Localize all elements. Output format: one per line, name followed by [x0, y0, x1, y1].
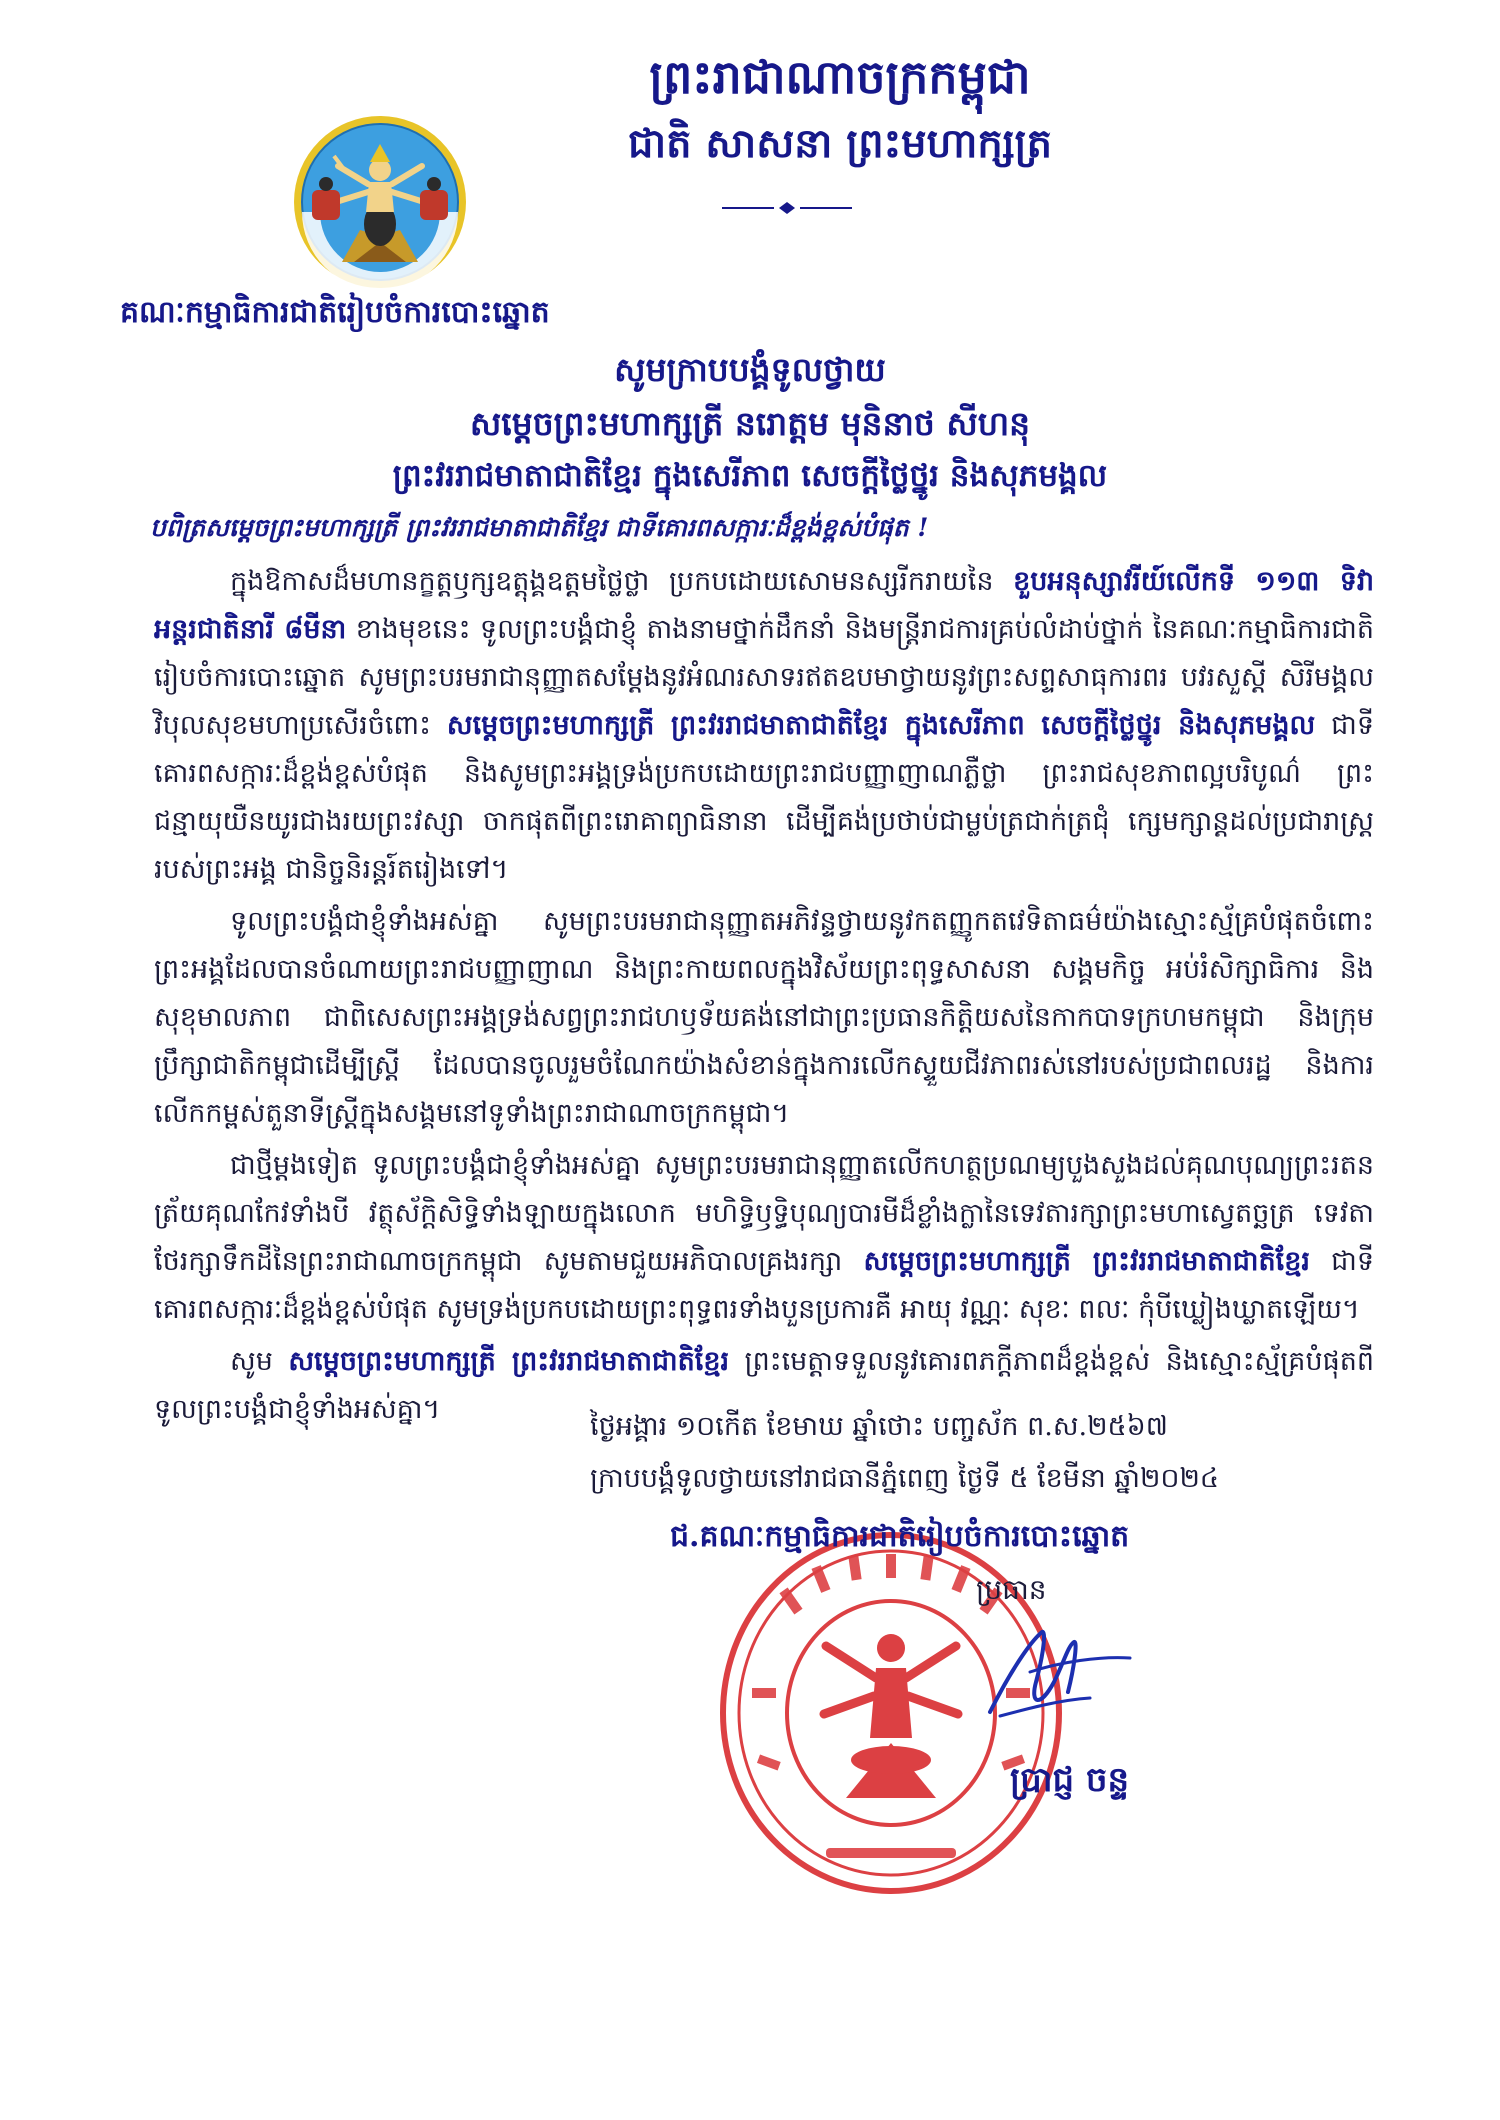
national-motto: ជាតិ សាសនា ព្រះមហាក្សត្រ	[628, 120, 1052, 167]
salutation-line-3: ព្រះវររាជមាតាជាតិខ្មែរ ក្នុងសេរីភាព សេចក្តីថ្លៃថ្នូរ និងសុភមង្គល	[392, 458, 1108, 494]
salutation-epithet: បពិត្រសម្តេចព្រះមហាក្សត្រី ព្រះវររាជមាតាជាតិខ្មែរ ជាទីគោរពសក្ការៈដ៏ខ្ពង់ខ្ពស់បំផុត !	[150, 513, 929, 542]
p1-queen-title-bold: សម្តេចព្រះមហាក្សត្រី ព្រះវររាជមាតាជាតិខ្មែរ ក្នុងសេរីភាព សេចក្តីថ្លៃថ្នូរ និងសុភមង្គល	[446, 710, 1316, 741]
handwritten-signature	[970, 1612, 1140, 1732]
p1-text-e: ជាទីគោរពសក្ការៈដ៏ខ្ពង់ខ្ពស់បំផុត និងសូមព្រះអង្គទ្រង់ប្រកបដោយព្រះរាជបញ្ញាញាណភ្លឺថ្លា ព្រះរាជសុខភាពល្អបរិបូណ៌ ព្រះជន្មាយុយឺនយូរជាងរយព្រះវស្សា ចាកផុតពីព្រះរោគាព្យាធិនានា ដើម្បីគង់ប្រថាប់ជាម្លប់ត្រជាក់ត្រជុំ ក្សេមក្សាន្តដល់ប្រជារាស្ត្ររបស់ព្រះអង្គ ជានិច្ចនិរន្តរ៍តរៀងទៅ។	[154, 710, 1375, 885]
p4-text-a: សូម	[230, 1346, 289, 1377]
body-paragraph-3	[154, 1142, 1374, 1334]
p1-anniversary-bold: ខួបអនុស្សាវរីយ៍លើកទី ១១៣ ទិវាអន្តរជាតិនារី ៨មីនា	[154, 566, 1374, 645]
header-ornament-divider	[722, 200, 852, 216]
lunar-date-line: ថ្ងៃអង្គារ ១០កើត ខែមាឃ ឆ្នាំថោះ បញ្ចស័ក ព.ស.២៥៦៧	[590, 1411, 1168, 1442]
sender-organization: គណៈកម្មាធិការជាតិរៀបចំការបោះឆ្នោត	[120, 295, 550, 330]
p4-queen-title-bold: សម្តេចព្រះមហាក្សត្រី ព្រះវររាជមាតាជាតិខ្មែរ	[288, 1346, 730, 1377]
p4-text-c: ព្រះមេត្តាទទួលនូវគោរពភក្តីភាពដ៏ខ្ពង់ខ្ពស់ និងស្មោះស្ម័គ្របំផុតពីទូលព្រះបង្គំជាខ្ញុំទាំងអស់គ្នា។	[154, 1346, 1374, 1425]
signer-role: ប្រធាន	[976, 1573, 1047, 1606]
body-paragraph-2: ទូលព្រះបង្គំជាខ្ញុំទាំងអស់គ្នា សូមព្រះបរមរាជានុញ្ញាតអភិវន្ទថ្វាយនូវកតញ្ញូកតវេទិតាធម៌យ៉ាងស្មោះស្ម័គ្របំផុតចំពោះព្រះអង្គដែលបានចំណាយព្រះរាជបញ្ញាញាណ និងព្រះកាយពលក្នុងវិស័យព្រះពុទ្ធសាសនា សង្គមកិច្ច អប់រំសិក្សាធិការ និងសុខុមាលភាព ជាពិសេសព្រះអង្គទ្រង់សព្វព្រះរាជហឫទ័យគង់នៅជាព្រះប្រធានកិត្តិយសនៃកាកបាទក្រហមកម្ពុជា និងក្រុមប្រឹក្សាជាតិកម្ពុជាដើម្បីស្ត្រី ដែលបានចូលរួមចំណែកយ៉ាងសំខាន់ក្នុងការលើកស្ទួយជីវភាពរស់នៅរបស់ប្រជាពលរដ្ឋ និងការលើកកម្ពស់តួនាទីស្ត្រីក្នុងសង្គមនៅទូទាំងព្រះរាជាណាចក្រកម្ពុជា។	[154, 906, 1374, 1129]
p3-text-c: ជាទីគោរពសក្ការៈដ៏ខ្ពង់ខ្ពស់បំផុត សូមទ្រង់ប្រកបដោយព្រះពុទ្ធពរទាំងបួនប្រការគឺ អាយុ វណ្ណៈ សុខៈ ពលៈ កុំបីឃ្លៀងឃ្លាតឡើយ។	[154, 1246, 1374, 1325]
body-paragraph-1	[154, 558, 1374, 894]
solar-date-line: ក្រាបបង្គំទូលថ្វាយនៅរាជធានីភ្នំពេញ ថ្ងៃទី ៥ ខែមីនា ឆ្នាំ២០២៤	[590, 1463, 1220, 1494]
p1-text-a: ក្នុងឱកាសដ៏មហានក្ខត្តឫក្សឧត្តុង្គឧត្តមថ្លៃថ្លា ប្រកបដោយសោមនស្សរីករាយនៃ	[230, 566, 1014, 597]
salutation-line-2: សម្តេចព្រះមហាក្សត្រី នរោត្តម មុនិនាថ សីហនុ	[469, 404, 1031, 443]
signer-name: ប្រាជ្ញ ចន្ទ	[1010, 1760, 1130, 1800]
p1-text-c: ខាងមុខនេះ ទូលព្រះបង្គំជាខ្ញុំ តាងនាមថ្នាក់ដឹកនាំ និងមន្ត្រីរាជការគ្រប់លំដាប់ថ្នាក់ នៃគណៈកម្មាធិការជាតិរៀបចំការបោះឆ្នោត សូមព្រះបរមរាជានុញ្ញាតសម្តែងនូវអំណរសាទរឥតឧបមាថ្វាយនូវព្រះសព្ទសាធុការពរ បវរសួស្តី សិរីមង្គល វិបុលសុខមហាប្រសើរចំពោះ	[154, 614, 1374, 741]
signing-organization: ជ.គណៈកម្មាធិការជាតិរៀបចំការបោះឆ្នោត	[670, 1519, 1130, 1554]
nec-logo-emblem	[290, 112, 470, 292]
salutation-line-1: សូមក្រាបបង្គំទូលថ្វាយ	[614, 350, 886, 389]
p3-queen-title-bold: សម្តេចព្រះមហាក្សត្រី ព្រះវររាជមាតាជាតិខ្មែរ	[863, 1246, 1310, 1277]
p3-text-a: ជាថ្មីម្តងទៀត ទូលព្រះបង្គំជាខ្ញុំទាំងអស់គ្នា សូមព្រះបរមរាជានុញ្ញាតលើកហត្ថប្រណម្យបួងសួងដល់គុណបុណ្យព្រះរតនត្រ័យគុណកែវទាំងបី វត្ថុស័ក្តិសិទ្ធិទាំងឡាយក្នុងលោក មហិទ្ធិឫទ្ធិបុណ្យបារមីដ៏ខ្លាំងក្លានៃទេវតារក្សាព្រះមហាស្វេតច្ឆត្រ ទេវតាថែរក្សាទឹកដីនៃព្រះរាជាណាចក្រកម្ពុជា សូមតាមជួយអភិបាលគ្រងរក្សា	[154, 1150, 1374, 1277]
letter-body	[154, 558, 1374, 1438]
nation-title: ព្រះរាជាណាចក្រកម្ពុជា	[649, 50, 1031, 104]
